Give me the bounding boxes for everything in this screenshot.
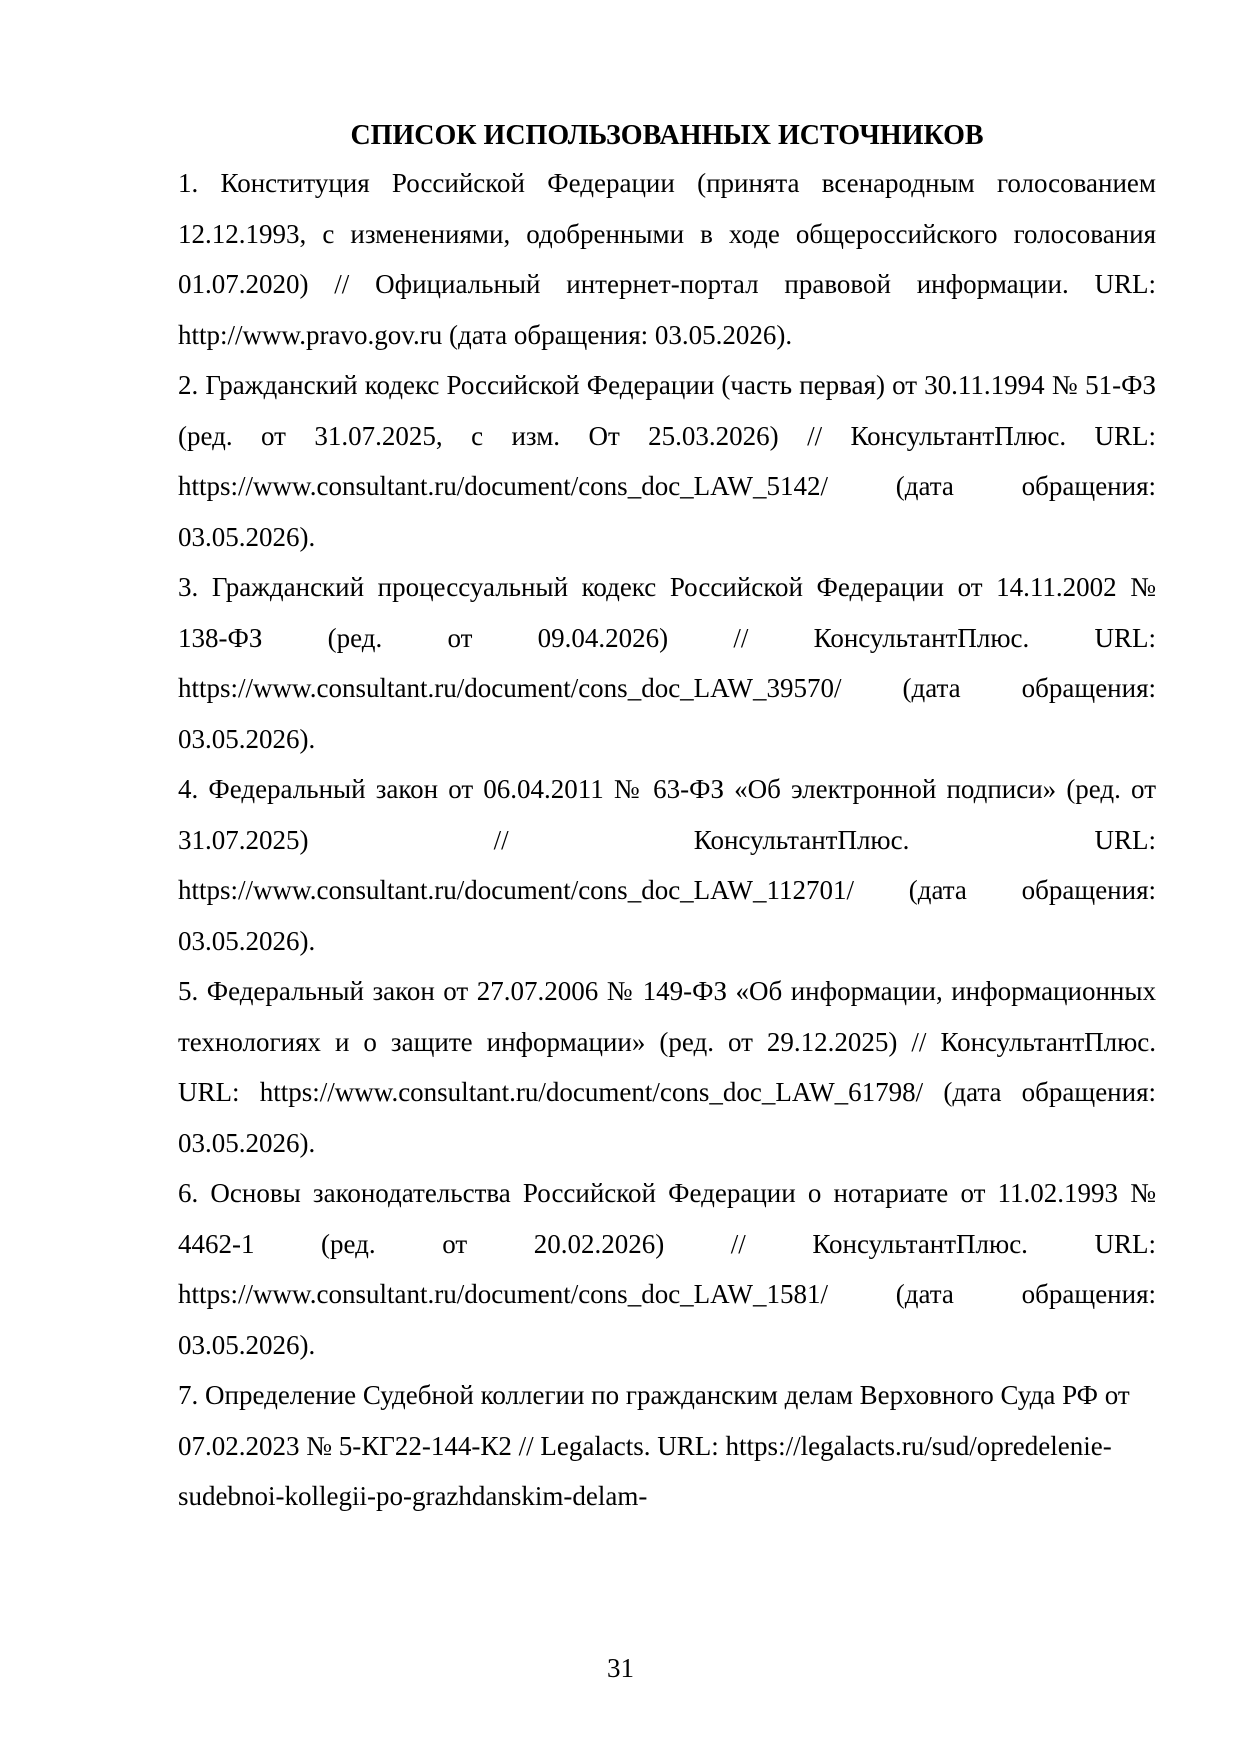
page-number: 31	[607, 1653, 634, 1683]
reference-item: 1. Конституция Российской Федерации (принята всенародным голосованием 12.12.1993, с изменениями, одобренными в ходе общероссийского голосования 01.07.2020) // Официальный интернет-портал правовой информации. URL: http://www.pravo.gov.ru (дата обращения: 03.05.2026).	[178, 168, 1156, 350]
reference-item: 4. Федеральный закон от 06.04.2011 № 63-ФЗ «Об электронной подписи» (ред. от 31.07.2025) // КонсультантПлюс. URL: https://www.consultant.ru/document/cons_doc_LAW_112701/ (дата обращения: 03.05.2026).	[178, 774, 1156, 956]
reference-item: 3. Гражданский процессуальный кодекс Российской Федерации от 14.11.2002 № 138-ФЗ (ред. от 09.04.2026) // КонсультантПлюс. URL: https://www.consultant.ru/document/cons_doc_LAW_39570/ (дата обращения: 03.05.2026).	[178, 572, 1156, 754]
page-title: СПИСОК ИСПОЛЬЗОВАННЫХ ИСТОЧНИКОВ	[350, 120, 984, 151]
reference-item: 7. Определение Судебной коллегии по гражданским делам Верховного Суда РФ от 07.02.2023 № 5-КГ22-144-К2 // Legalacts. URL: https://legalacts.ru/sud/opredelenie-sudebnoi-kollegii-po-grazhdanskim-delam-	[178, 1380, 1130, 1511]
reference-list	[178, 158, 1156, 1522]
reference-item: 2. Гражданский кодекс Российской Федерации (часть первая) от 30.11.1994 № 51-ФЗ (ред. от 31.07.2025, с изм. От 25.03.2026) // КонсультантПлюс. URL: https://www.consultant.ru/document/cons_doc_LAW_5142/ (дата обращения: 03.05.2026).	[178, 370, 1156, 552]
reference-item: 5. Федеральный закон от 27.07.2006 № 149-ФЗ «Об информации, информационных технологиях и о защите информации» (ред. от 29.12.2025) // КонсультантПлюс. URL: https://www.consultant.ru/document/cons_doc_LAW_61798/ (дата обращения: 03.05.2026).	[178, 976, 1156, 1158]
reference-item: 6. Основы законодательства Российской Федерации о нотариате от 11.02.1993 № 4462-1 (ред. от 20.02.2026) // КонсультантПлюс. URL: https://www.consultant.ru/document/cons_doc_LAW_1581/ (дата обращения: 03.05.2026).	[178, 1178, 1156, 1360]
